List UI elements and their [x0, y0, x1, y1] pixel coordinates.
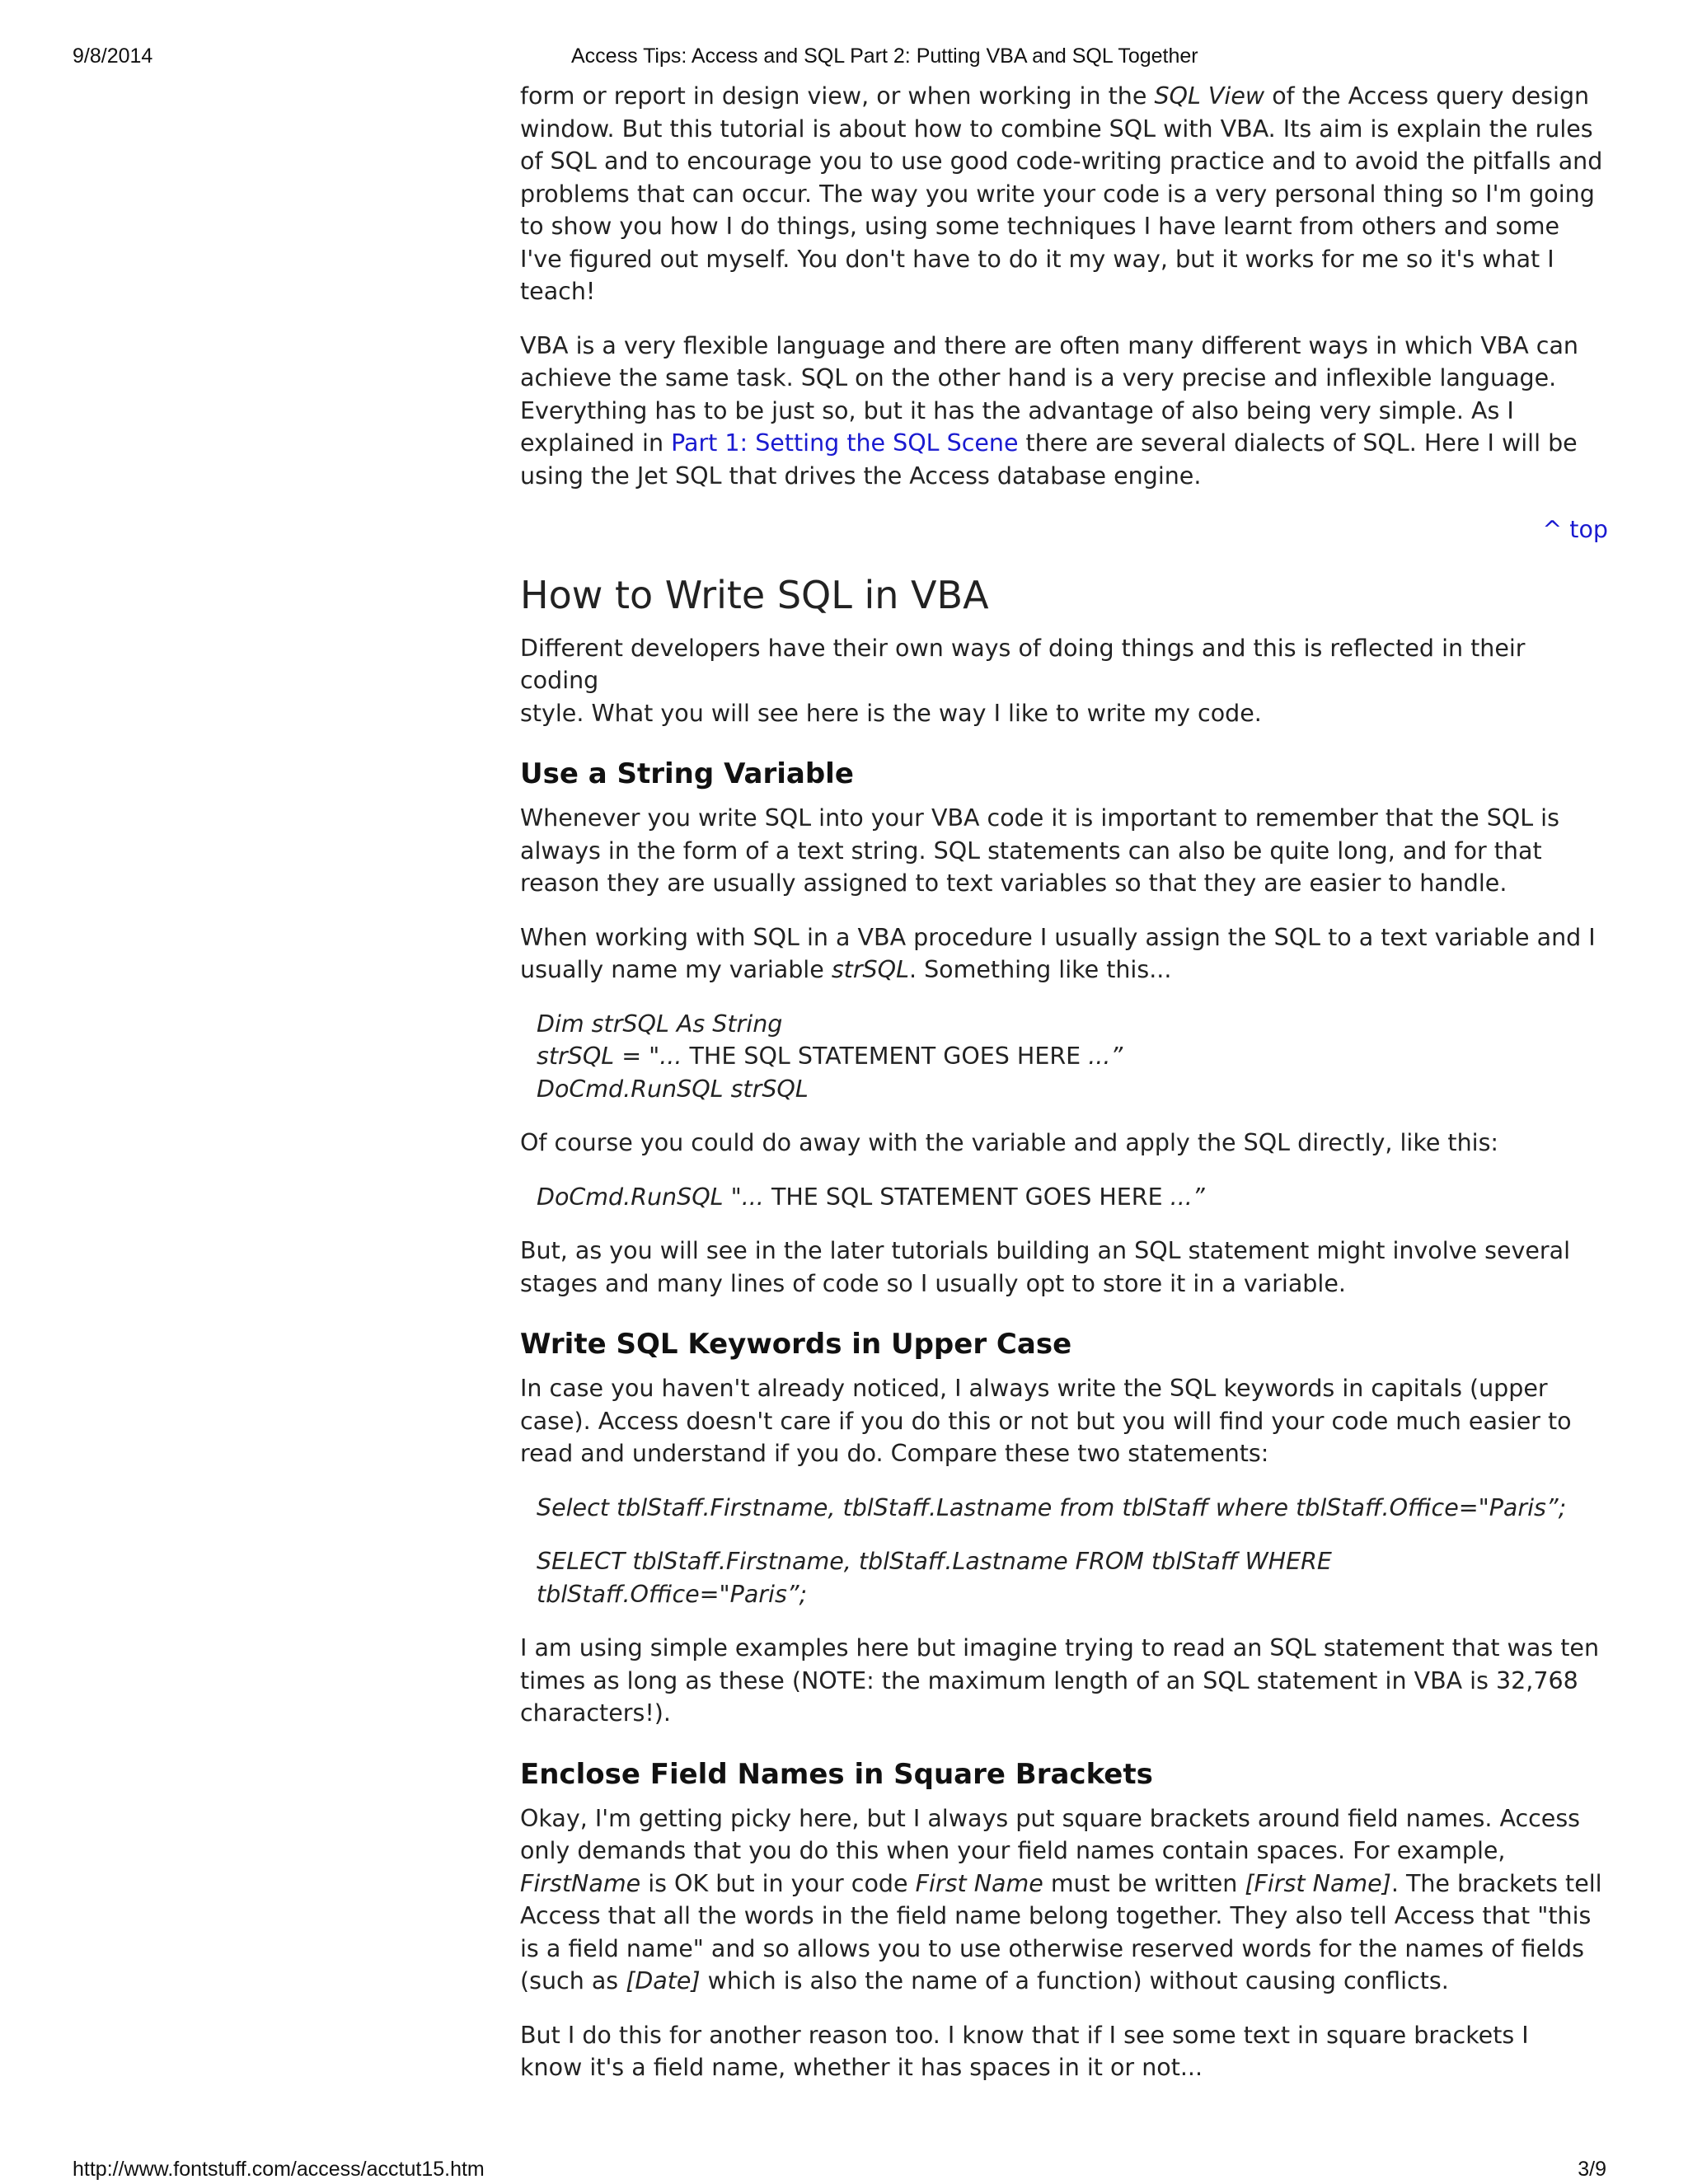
text-line: stages and many lines of code so I usually opt to store it in a variable.: [520, 1269, 1346, 1297]
back-to-top-link[interactable]: ^ top: [1542, 516, 1608, 543]
text-line: Whenever you write SQL into your VBA code it is important to remember that the SQL is: [520, 804, 1559, 832]
text-span: . The brackets tell: [1390, 1869, 1602, 1897]
brackets-paragraph-1: [520, 1802, 1608, 1998]
text-span: form or report in design view, or when working in the: [520, 82, 1155, 110]
code-uppercase-example: [537, 1545, 1608, 1610]
top-link-row: [520, 513, 1608, 546]
text-span: explained in: [520, 429, 672, 457]
text-line: know it's a field name, whether it has spaces in it or not...: [520, 2054, 1203, 2081]
code-span: ...”: [1162, 1183, 1205, 1211]
intro-paragraph-2: [520, 330, 1608, 493]
string-variable-paragraph-1: [520, 802, 1608, 900]
text-span: is OK but in your code: [640, 1869, 916, 1897]
code-line: DoCmd.RunSQL strSQL: [537, 1075, 809, 1103]
code-example-2: [537, 1181, 1608, 1214]
text-line: [520, 427, 1608, 460]
text-line: [520, 954, 1608, 987]
text-line: I am using simple examples here but imagine trying to read an SQL statement that was ten: [520, 1634, 1600, 1661]
brackets-paragraph-2: [520, 2019, 1608, 2084]
upper-case-paragraph-1: [520, 1372, 1608, 1470]
code-line: Select tblStaff.Firstname, tblStaff.Lastname from tblStaff where tblStaff.Office="Paris”;: [537, 1493, 1567, 1521]
print-footer-page-number: 3/9: [1578, 2158, 1606, 2181]
text-line: Access that all the words in the field name belong together. They also tell Access that "this: [520, 1902, 1592, 1929]
section-heading: How to Write SQL in VBA: [520, 572, 989, 617]
text-line: is a field name" and so allows you to use otherwise reserved words for the names of fields: [520, 1934, 1584, 1962]
text-line: But I do this for another reason too. I know that if I see some text in square brackets I: [520, 2021, 1529, 2049]
sql-view-term: SQL View: [1154, 82, 1265, 110]
text-line: window. But this tutorial is about how to combine SQL with VBA. Its aim is explain the rules: [520, 115, 1593, 143]
upper-case-paragraph-2: [520, 1632, 1608, 1730]
text-line: Everything has to be just so, but it has the advantage of also being very simple. As I: [520, 396, 1514, 424]
text-line: read and understand if you do. Compare these two statements:: [520, 1440, 1269, 1467]
text-line: only demands that you do this when your field names contain spaces. For example,: [520, 1837, 1506, 1864]
text-span: (such as: [520, 1967, 626, 1994]
string-variable-paragraph-4: [520, 1235, 1608, 1300]
section-intro: [520, 632, 1608, 730]
text-line: [520, 1965, 1608, 1998]
code-line: [537, 1040, 1608, 1073]
print-header-title: Access Tips: Access and SQL Part 2: Putting VBA and SQL Together: [571, 45, 1198, 68]
text-line: But, as you will see in the later tutorials building an SQL statement might involve several: [520, 1237, 1570, 1264]
field-name-term: [First Name]: [1245, 1869, 1391, 1897]
code-example-1: [537, 1008, 1608, 1106]
string-variable-heading: Use a String Variable: [520, 757, 854, 790]
brackets-heading: Enclose Field Names in Square Brackets: [520, 1757, 1153, 1791]
text-line: teach!: [520, 278, 596, 305]
field-name-term: FirstName: [520, 1869, 641, 1897]
text-span: usually name my variable: [520, 956, 832, 983]
code-line: Dim strSQL As String: [537, 1010, 783, 1038]
text-span: of the Access query design: [1264, 82, 1590, 110]
code-lowercase-example: [537, 1492, 1608, 1525]
text-line: [520, 80, 1608, 113]
code-line: [537, 1181, 1608, 1214]
print-header-date: 9/8/2014: [73, 45, 153, 68]
text-line: In case you haven't already noticed, I always write the SQL keywords in capitals (upper: [520, 1375, 1548, 1402]
text-line: achieve the same task. SQL on the other hand is a very precise and inflexible language.: [520, 364, 1557, 391]
text-line: Different developers have their own ways of doing things and this is reflected in their coding: [520, 634, 1526, 694]
code-placeholder: THE SQL STATEMENT GOES HERE: [771, 1183, 1163, 1211]
text-line: [520, 1868, 1608, 1900]
part1-link[interactable]: Part 1: Setting the SQL Scene: [671, 429, 1019, 457]
text-line: always in the form of a text string. SQL statements can also be quite long, and for that: [520, 837, 1542, 865]
text-line: of SQL and to encourage you to use good code-writing practice and to avoid the pitfalls and: [520, 148, 1603, 175]
text-span: which is also the name of a function) without causing conflicts.: [700, 1967, 1449, 1994]
text-line: reason they are usually assigned to text variables so that they are easier to handle.: [520, 869, 1507, 897]
text-line: style. What you will see here is the way I like to write my code.: [520, 699, 1262, 727]
text-line: When working with SQL in a VBA procedure I usually assign the SQL to a text variable and I: [520, 923, 1596, 951]
text-span: must be written: [1043, 1869, 1245, 1897]
text-line: times as long as these (NOTE: the maximum length of an SQL statement in VBA is 32,768: [520, 1666, 1578, 1694]
text-line: VBA is a very flexible language and there are often many different ways in which VBA can: [520, 331, 1578, 359]
text-line: using the Jet SQL that drives the Access database engine.: [520, 462, 1202, 490]
string-variable-paragraph-3: Of course you could do away with the variable and apply the SQL directly, like this:: [520, 1129, 1499, 1156]
strsql-term: strSQL: [831, 956, 909, 983]
code-span: strSQL = "...: [537, 1043, 690, 1070]
print-footer-url: http://www.fontstuff.com/access/acctut15.htm: [73, 2158, 485, 2181]
field-name-term: First Name: [915, 1869, 1043, 1897]
field-name-term: [Date]: [626, 1967, 701, 1994]
string-variable-paragraph-2: [520, 921, 1608, 987]
article-body: [520, 80, 1608, 2106]
code-span: ...”: [1081, 1043, 1123, 1070]
code-placeholder: THE SQL STATEMENT GOES HERE: [689, 1043, 1081, 1070]
code-span: DoCmd.RunSQL "...: [537, 1183, 771, 1211]
code-line: SELECT tblStaff.Firstname, tblStaff.Lastname FROM tblStaff WHERE tblStaff.Office="Paris”;: [537, 1548, 1332, 1608]
text-line: I've figured out myself. You don't have to do it my way, but it works for me so it's what I: [520, 245, 1554, 273]
text-line: case). Access doesn't care if you do this or not but you will find your code much easier to: [520, 1407, 1572, 1435]
text-span: there are several dialects of SQL. Here I will be: [1018, 429, 1578, 457]
text-line: Okay, I'm getting picky here, but I always put square brackets around field names. Access: [520, 1804, 1581, 1832]
text-line: characters!).: [520, 1699, 671, 1727]
intro-paragraph-1: [520, 80, 1608, 308]
text-line: problems that can occur. The way you write your code is a very personal thing so I'm going: [520, 180, 1595, 208]
text-span: . Something like this...: [908, 956, 1172, 983]
upper-case-heading: Write SQL Keywords in Upper Case: [520, 1328, 1072, 1361]
text-line: to show you how I do things, using some techniques I have learnt from others and some: [520, 213, 1560, 240]
